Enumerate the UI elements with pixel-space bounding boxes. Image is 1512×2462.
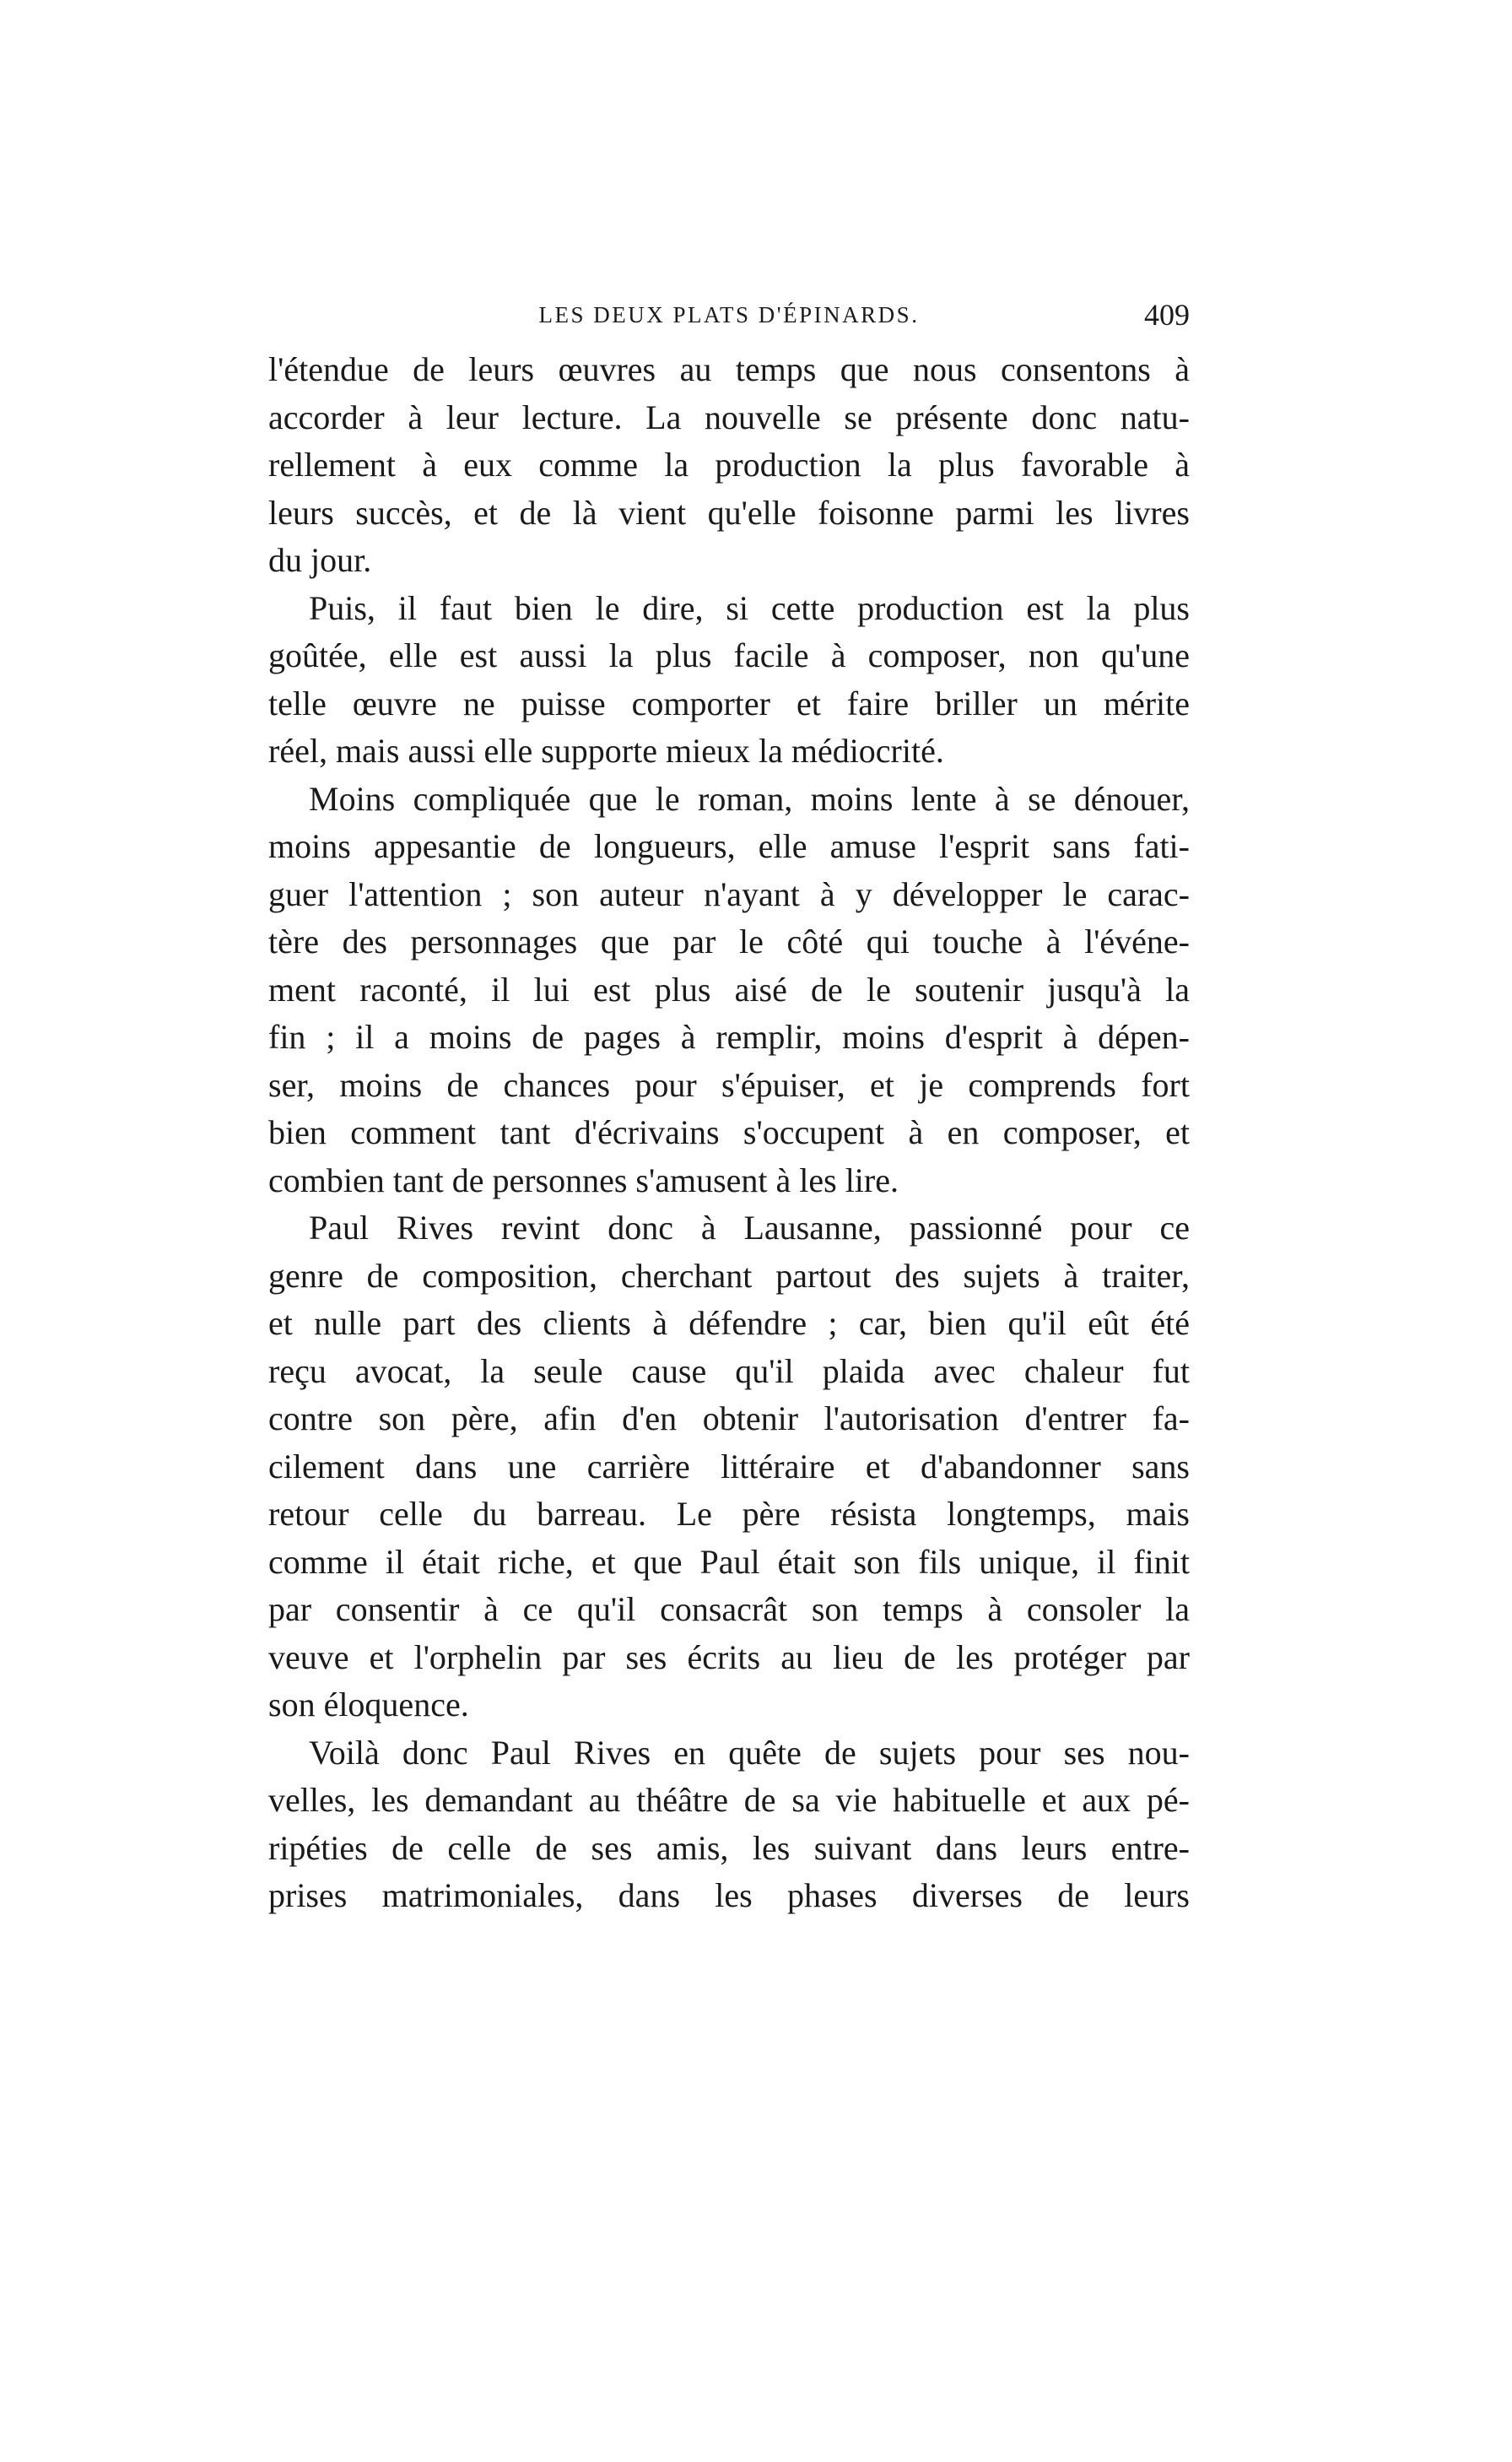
text-line: leurs succès, et de là vient qu'elle foisonne parmi les livres bbox=[268, 493, 1190, 532]
text-line: retour celle du barreau. Le père résista longtemps, mais bbox=[268, 1495, 1190, 1533]
text-line: tère des personnages que par le côté qui touche à l'événe- bbox=[268, 923, 1190, 960]
text-line: ripéties de celle de ses amis, les suivant dans leurs entre- bbox=[268, 1828, 1190, 1867]
text-line: contre son père, afin d'en obtenir l'autorisation d'entrer fa- bbox=[268, 1399, 1190, 1437]
text-line: combien tant de personnes s'amusent à les lire. bbox=[268, 1161, 899, 1199]
text-line: reçu avocat, la seule cause qu'il plaida avec chaleur fut bbox=[268, 1351, 1190, 1390]
text-line: prises matrimoniales, dans les phases diverses de leurs bbox=[268, 1876, 1190, 1914]
text-line: cilement dans une carrière littéraire et d'abandonner sans bbox=[268, 1447, 1190, 1485]
text-line: velles, les demandant au théâtre de sa vie habituelle et aux pé- bbox=[268, 1781, 1190, 1819]
text-line: genre de composition, cherchant partout des sujets à traiter, bbox=[268, 1256, 1190, 1295]
text-line: par consentir à ce qu'il consacrât son temps à consoler la bbox=[268, 1590, 1190, 1628]
text-line: ser, moins de chances pour s'épuiser, et je comprends fort bbox=[268, 1065, 1190, 1104]
text-line: goûtée, elle est aussi la plus facile à composer, non qu'une bbox=[268, 636, 1190, 674]
page-number: 409 bbox=[1144, 298, 1190, 332]
text-line: bien comment tant d'écrivains s'occupent à en composer, et bbox=[268, 1113, 1190, 1151]
text-line: guer l'attention ; son auteur n'ayant à y développer le carac- bbox=[268, 874, 1190, 913]
text-line: moins appesantie de longueurs, elle amuse l'esprit sans fati- bbox=[268, 827, 1190, 865]
text-line: veuve et l'orphelin par ses écrits au lieu de les protéger par bbox=[268, 1637, 1190, 1676]
paragraph-first-line: Voilà donc Paul Rives en quête de sujets pour ses nou- bbox=[309, 1733, 1190, 1772]
paragraph-first-line: Moins compliquée que le roman, moins lente à se dénouer, bbox=[309, 779, 1190, 818]
running-head bbox=[268, 297, 1190, 339]
text-line: du jour. bbox=[268, 541, 372, 579]
text-line: telle œuvre ne puisse comporter et faire briller un mérite bbox=[268, 684, 1190, 722]
text-line: comme il était riche, et que Paul était son fils unique, il finit bbox=[268, 1542, 1190, 1581]
text-line: accorder à leur lecture. La nouvelle se présente donc natu- bbox=[268, 398, 1190, 436]
paragraph-first-line: Puis, il faut bien le dire, si cette production est la plus bbox=[309, 588, 1190, 627]
text-line: l'étendue de leurs œuvres au temps que nous consentons à bbox=[268, 350, 1190, 388]
paragraph-first-line: Paul Rives revint donc à Lausanne, passionné pour ce bbox=[309, 1209, 1190, 1247]
text-line: fin ; il a moins de pages à remplir, moins d'esprit à dépen- bbox=[268, 1018, 1190, 1056]
text-line: réel, mais aussi elle supporte mieux la médiocrité. bbox=[268, 732, 944, 770]
text-line: son éloquence. bbox=[268, 1686, 469, 1723]
text-line: rellement à eux comme la production la plus favorable à bbox=[268, 446, 1190, 484]
text-line: et nulle part des clients à défendre ; car, bien qu'il eût été bbox=[268, 1304, 1190, 1342]
running-title: LES DEUX PLATS D'ÉPINARDS. bbox=[538, 302, 920, 327]
body-text bbox=[268, 346, 1190, 1920]
text-line: ment raconté, il lui est plus aisé de le soutenir jusqu'à la bbox=[268, 970, 1190, 1009]
